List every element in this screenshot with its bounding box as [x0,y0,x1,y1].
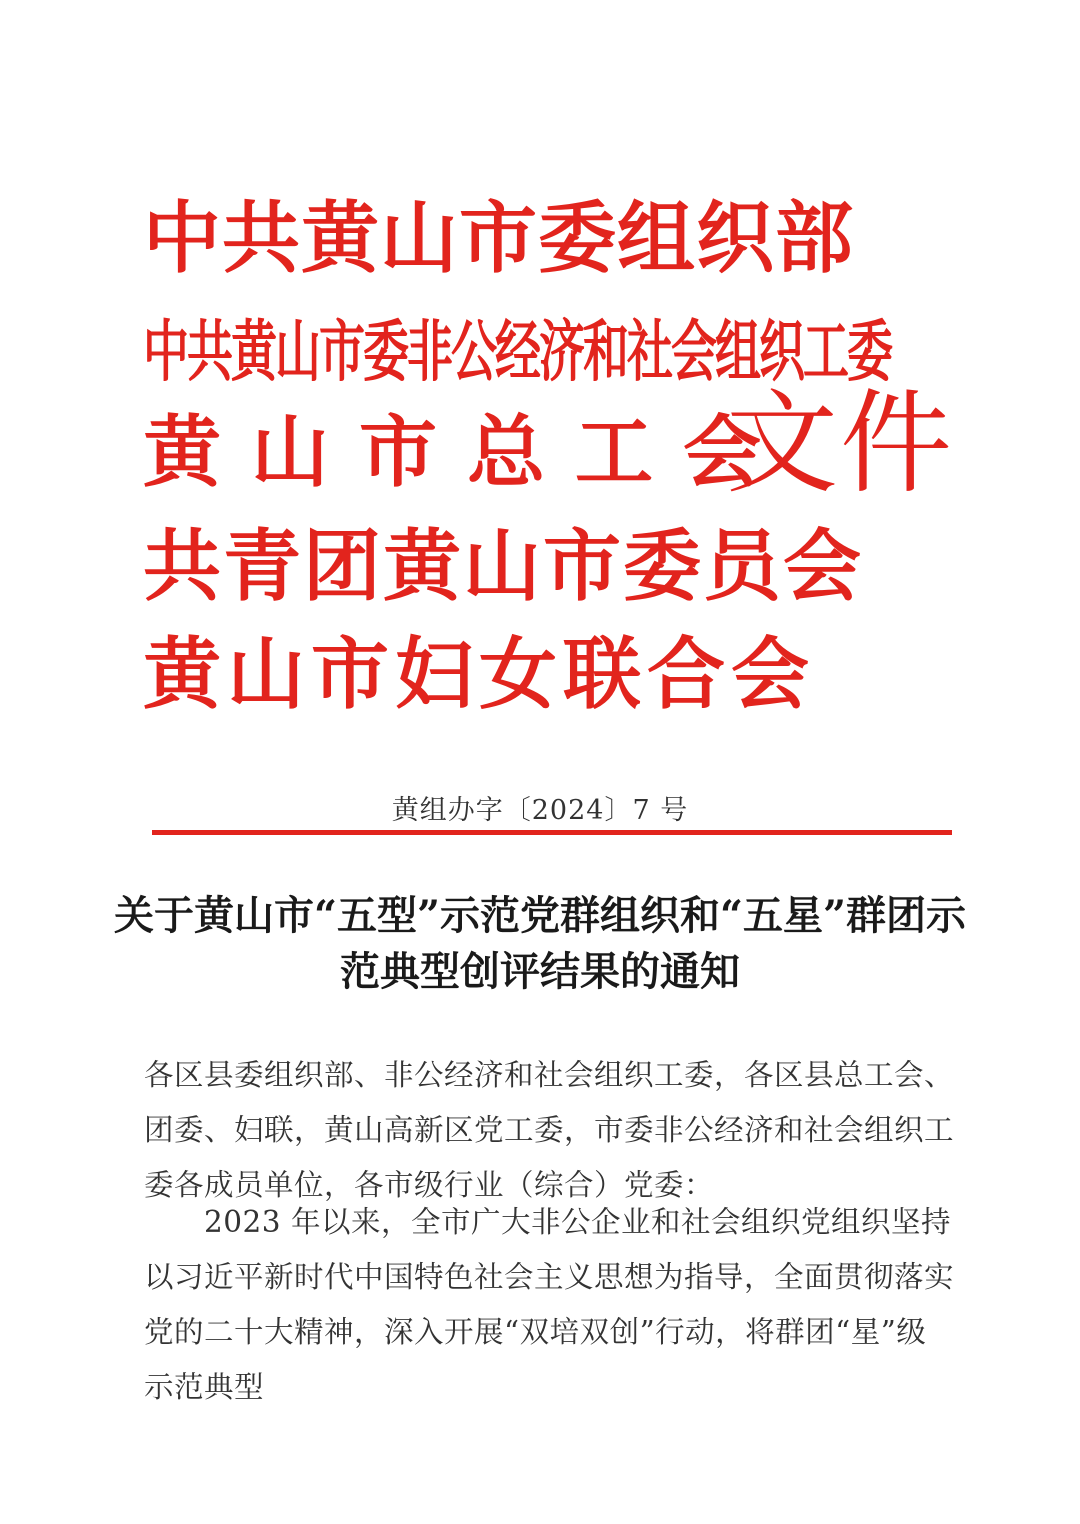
document-number: 黄组办字〔2024〕7 号 [391,795,689,826]
document-title: 关于黄山市“五型”示范党群组织和“五星”群团示范典型创评结果的通知 [113,892,967,995]
issuer-organization-party-dept: 中共黄山市委组织部 [143,194,855,284]
document-type-label: 文件 [726,379,954,509]
issuer-organization-trade-union: 黄山市总工会 [143,408,792,498]
salutation-paragraph: 各区县委组织部、非公经济和社会组织工委，各区县总工会、团委、妇联，黄山高新区党工委，市委非公经济和社会组织工委各成员单位，各市级行业（综合）党委： [144,1058,955,1202]
issuer-organization-womens-federation: 黄山市妇女联合会 [143,630,816,720]
red-divider-line [152,830,952,835]
issuer-organization-youth-league: 共青团黄山市委员会 [143,522,864,612]
body-paragraph: 2023 年以来，全市广大非公企业和社会组织党组织坚持以习近平新时代中国特色社会主义思想为指导，全面贯彻落实党的二十大精神，深入开展“双培双创”行动，将群团“星”级示范典型 [144,1205,955,1404]
issuer-organization-nonpublic-committee: 中共黄山市委非公经济和社会组织工委 [143,312,891,391]
